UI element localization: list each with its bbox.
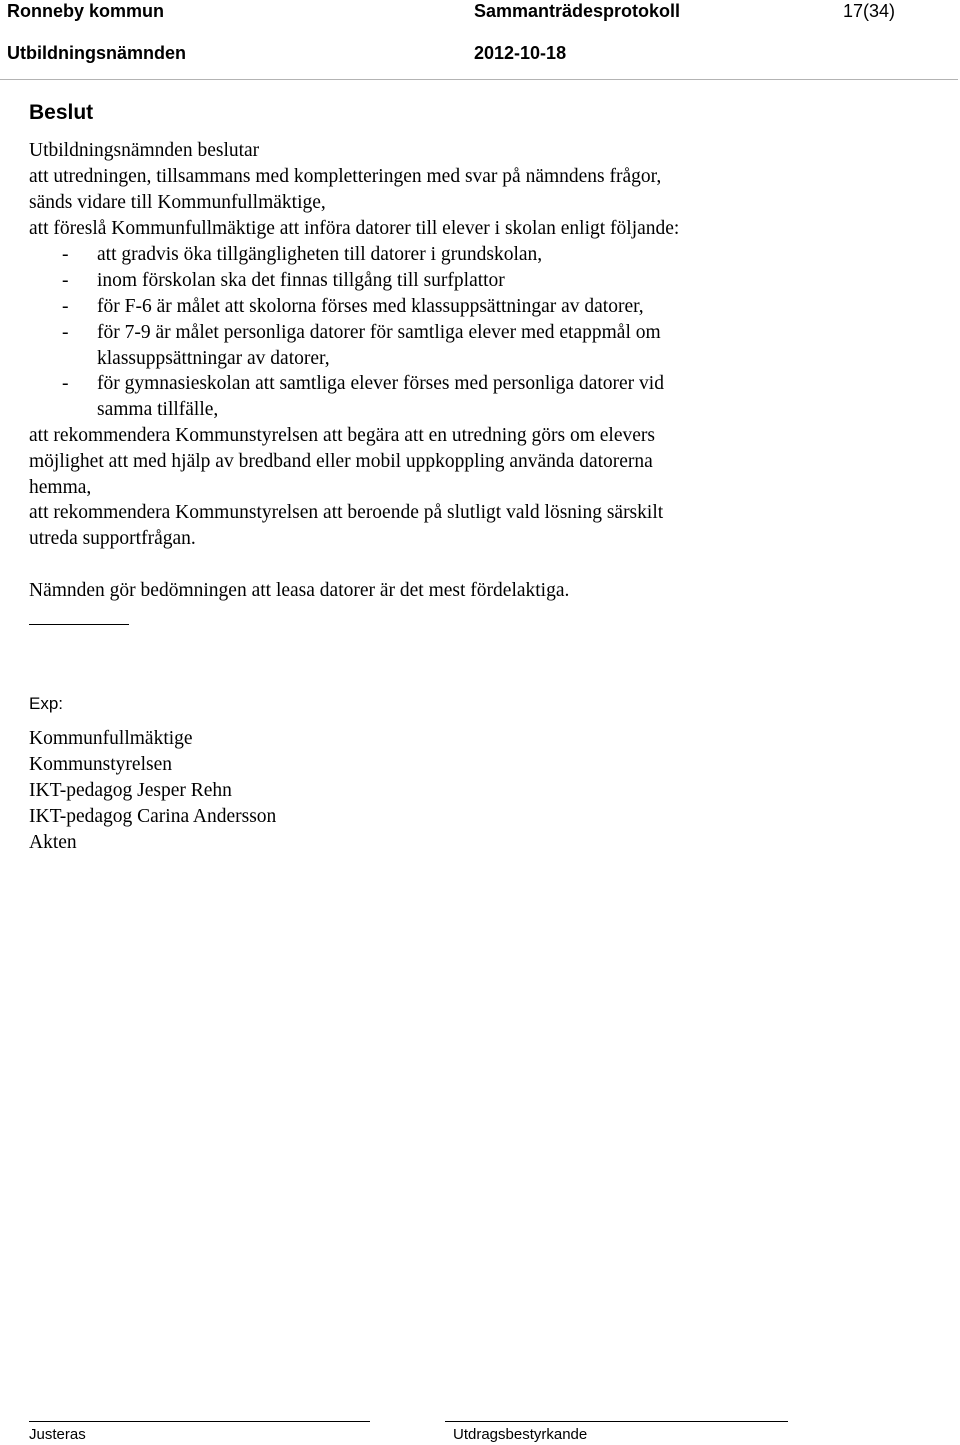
list-dash: -: [62, 244, 69, 265]
signature-line-right: [445, 1421, 788, 1422]
recipient: Kommunstyrelsen: [29, 754, 172, 775]
decision-line: att rekommendera Kommunstyrelsen att begära att en utredning görs om elevers: [29, 425, 655, 446]
decision-line: möjlighet att med hjälp av bredband eller mobil uppkoppling använda datorerna: [29, 451, 653, 472]
header-divider: [0, 79, 958, 80]
decision-line: sänds vidare till Kommunfullmäktige,: [29, 192, 326, 213]
list-item: för F-6 är målet att skolorna förses med klassuppsättningar av datorer,: [97, 296, 644, 317]
list-dash: -: [62, 322, 69, 343]
recipient: Akten: [29, 832, 77, 853]
list-item-continuation: samma tillfälle,: [97, 399, 219, 420]
expedition-label: Exp:: [29, 694, 64, 713]
recipient: Kommunfullmäktige: [29, 728, 193, 749]
decision-line: att rekommendera Kommunstyrelsen att beroende på slutligt vald lösning särskilt: [29, 502, 664, 523]
decision-line: hemma,: [29, 477, 92, 498]
decision-intro: Utbildningsnämnden beslutar: [29, 140, 260, 161]
committee-name: Utbildningsnämnden: [7, 43, 186, 63]
signature-line-left: [29, 1421, 370, 1422]
utdragsbestyrkande-label: Utdragsbestyrkande: [453, 1426, 588, 1443]
list-item-continuation: klassuppsättningar av datorer,: [97, 348, 330, 369]
section-separator: [29, 624, 129, 625]
recipient: IKT-pedagog Jesper Rehn: [29, 780, 232, 801]
list-item: för gymnasieskolan att samtliga elever förses med personliga datorer vid: [97, 373, 664, 394]
list-item: för 7-9 är målet personliga datorer för samtliga elever med etappmål om: [97, 322, 661, 343]
list-dash: -: [62, 296, 69, 317]
list-dash: -: [62, 373, 69, 394]
decision-line: utreda supportfrågan.: [29, 528, 196, 549]
section-heading: Beslut: [29, 101, 94, 124]
organization-name: Ronneby kommun: [7, 1, 165, 21]
recipient: IKT-pedagog Carina Andersson: [29, 806, 277, 827]
page-number: 17(34): [843, 1, 896, 21]
list-dash: -: [62, 270, 69, 291]
meeting-date: 2012-10-18: [474, 43, 567, 63]
decision-line: att föreslå Kommunfullmäktige att införa datorer till elever i skolan enligt följande:: [29, 218, 680, 239]
assessment-text: Nämnden gör bedömningen att leasa datorer är det mest fördelaktiga.: [29, 580, 570, 601]
document-type: Sammanträdesprotokoll: [474, 1, 681, 21]
decision-line: att utredningen, tillsammans med kompletteringen med svar på nämndens frågor,: [29, 166, 662, 187]
justeras-label: Justeras: [29, 1426, 86, 1443]
list-item: inom förskolan ska det finnas tillgång till surfplattor: [97, 270, 505, 291]
list-item: att gradvis öka tillgängligheten till datorer i grundskolan,: [97, 244, 543, 265]
